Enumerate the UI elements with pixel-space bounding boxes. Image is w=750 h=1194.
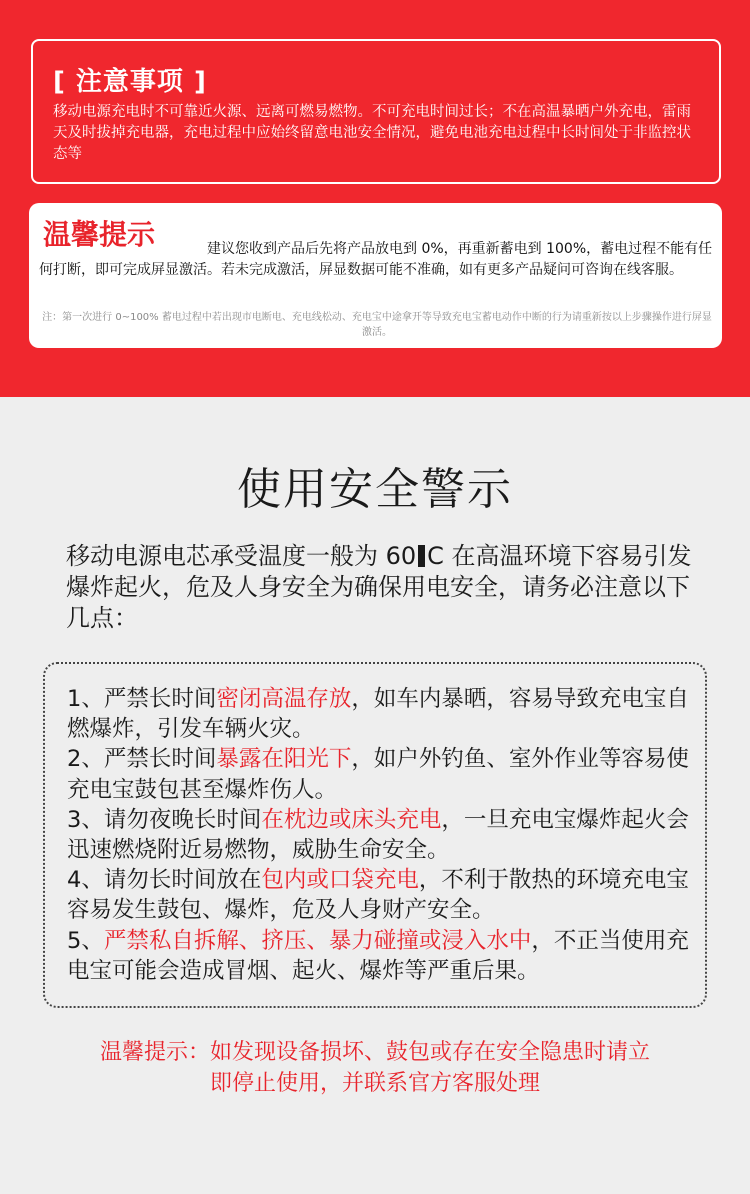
- notice-title: [ 注意事项 ]: [53, 67, 207, 97]
- notice-box: [31, 39, 721, 184]
- list-item: [67, 805, 693, 865]
- bottom-tip-line1: 温馨提示：如发现设备损坏、鼓包或存在安全隐患时请立: [99, 1040, 650, 1065]
- tip-card-body: 建议您收到产品后先将产品放电到 0%，再重新蓄电到 100%，蓄电过程不能有任何打断，即可完成屏显激活。若未完成激活，屏显数据可能不准确，如有更多产品疑问可咨询在线客服。: [39, 241, 713, 278]
- tip-card-title: 温馨提示: [43, 218, 156, 251]
- item-highlight: 暴露在阳光下: [216, 746, 352, 773]
- item-prefix: 4、请勿长时间放在: [67, 867, 262, 894]
- item-prefix: 3、请勿夜晚长时间: [67, 806, 262, 833]
- red-header-section: [0, 0, 750, 397]
- item-highlight: 密闭高温存放: [216, 686, 352, 712]
- bottom-tip-line2: 即停止使用，并联系官方客服处理: [209, 1071, 540, 1096]
- list-item: [67, 744, 693, 804]
- item-highlight: 在枕边或床头充电: [261, 806, 442, 833]
- item-highlight: 包内或口袋充电: [261, 867, 419, 894]
- warning-list-box: [43, 662, 707, 1008]
- warning-title: 使用安全警示: [237, 464, 513, 515]
- item-prefix: 5、: [67, 927, 104, 954]
- item-suffix: ，不正当使用充电宝可能会造成冒烟、起火、爆炸等严重后果。: [67, 927, 689, 984]
- warning-intro: [66, 541, 706, 634]
- item-prefix: 1、严禁长时间: [67, 686, 217, 712]
- bottom-tip: [0, 1037, 750, 1099]
- notice-body: 移动电源充电时不可靠近火源、远离可燃易燃物。不可充电时间过长；不在高温暴晒户外充电，雷雨天及时拔掉充电器，充电过程中应始终留意电池安全情况，避免电池充电过程中长时间处于非监控状态等: [53, 104, 691, 162]
- item-highlight: 严禁私自拆解、挤压、暴力碰撞或浸入水中: [103, 927, 532, 954]
- intro-text-before: 移动电源电芯承受温度一般为 60: [66, 542, 417, 570]
- tip-card: [29, 203, 722, 348]
- list-item: [67, 865, 693, 925]
- list-item: [67, 684, 693, 744]
- list-item: [67, 926, 693, 986]
- item-prefix: 2、严禁长时间: [67, 746, 217, 773]
- item-suffix: ，一旦充电宝爆炸起火会迅速燃烧附近易燃物，威胁生命安全。: [67, 806, 689, 864]
- item-suffix: ，不利于散热的环境充电宝容易发生鼓包、爆炸，危及人身财产安全。: [67, 867, 689, 924]
- tip-card-note: 注：第一次进行 0~100% 蓄电过程中若出现市电断电、充电线松动、充电宝中途拿开等导致充电宝蓄电动作中断的行为请重新按以上步骤操作进行屏显激活。: [42, 312, 712, 338]
- intro-text-after: C 在高温环境下容易引发爆炸起火，危及人身安全为确保用电安全，请务必注意以下几点：: [66, 542, 692, 632]
- item-suffix: ，如户外钓鱼、室外作业等容易使充电宝鼓包甚至爆炸伤人。: [67, 746, 689, 803]
- degree-symbol-box: [418, 545, 425, 567]
- item-suffix: ，如车内暴晒，容易导致充电宝自燃爆炸，引发车辆火灾。: [67, 686, 689, 743]
- warning-list: [67, 684, 693, 986]
